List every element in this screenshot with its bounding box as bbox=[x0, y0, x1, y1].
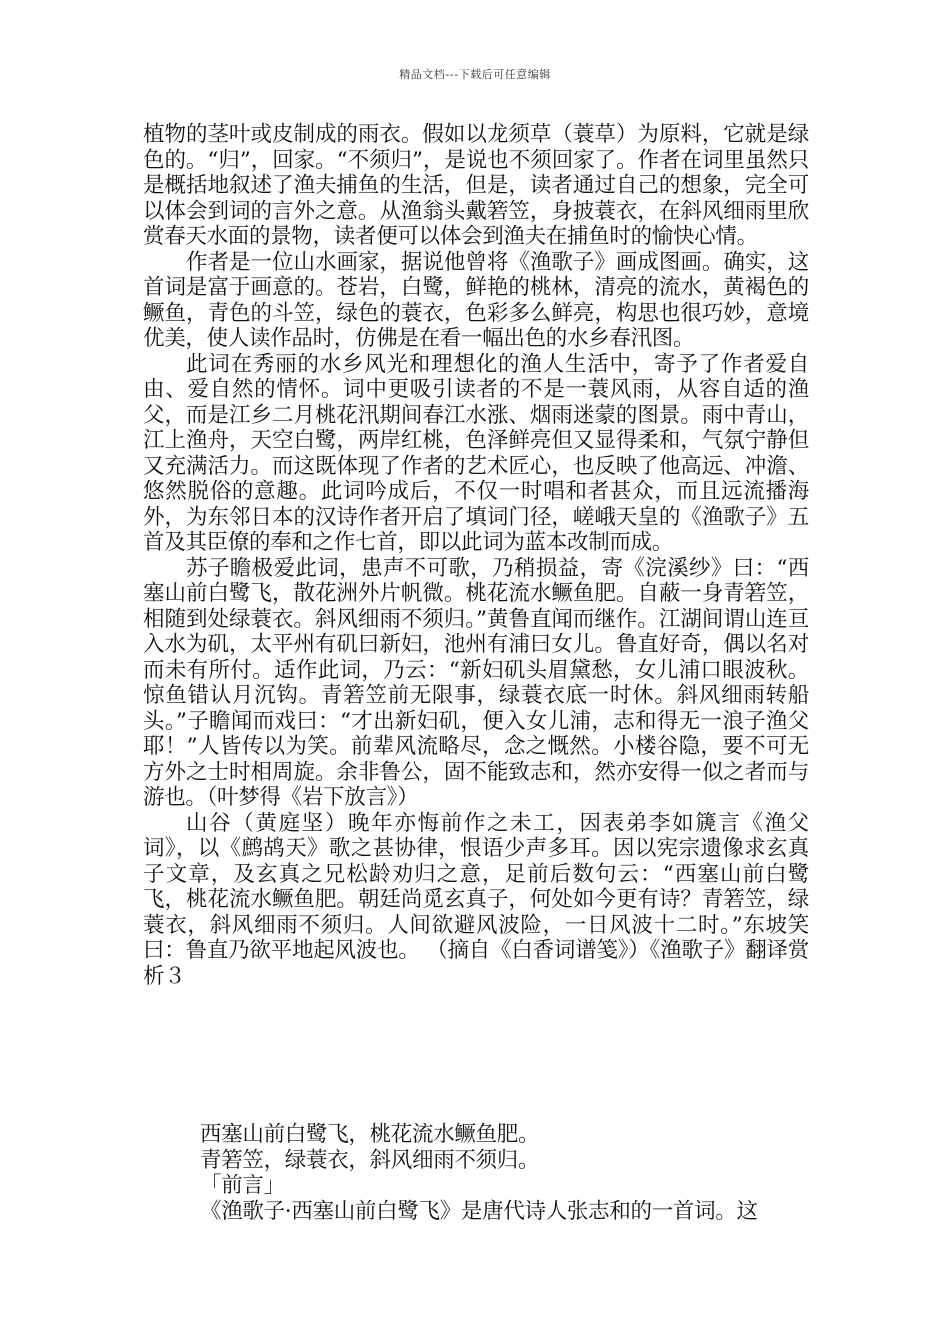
paragraph-raincoat-explanation: 植物的茎叶或皮制成的雨衣。假如以龙须草（蓑草）为原料，它就是绿色的。“归”，回家。“不须归”，是说也不须回家了。作者在词里虽然只是概括地叙述了渔夫捕鱼的生活，但是，读者通过自己的想象，完全可以体会到词的言外之意。从渔翁头戴箬笠，身披蓑衣，在斜风细雨里欣赏春天水面的景物，读者便可以体会到渔夫在捕鱼时的愉快心情。 bbox=[143, 122, 809, 249]
paragraph-su-shi-adaptation: 苏子瞻极爱此词，患声不可歌，乃稍损益，寄《浣溪纱》曰：“西塞山前白鹭飞，散花洲外片帆微。桃花流水鳜鱼肥。自蔽一身青箬笠，相随到处绿蓑衣。斜风细雨不须归。”黄鲁直闻而继作。江湖间谓山连亘入水为矶，太平州有矶曰新妇，池州有浦曰女儿。鲁直好奇，偶以名对而未有所付。适作此词，乃云：“新妇矶头眉黛愁，女儿浦口眼波秋。惊鱼错认月沉钩。青箬笠前无限事，绿蓑衣底一时休。斜风细雨转船头。”子瞻闻而戏曰：“才出新妇矶，便入女儿浦，志和得无一浪子渔父耶！”人皆传以为笑。前辈风流略尽，念之慨然。小楼谷隐，要不可无方外之士时相周旋。余非鲁公，固不能致志和，然亦安得一似之者而与游也。（叶梦得《岩下放言》） bbox=[143, 555, 809, 810]
poem-line-1: 西塞山前白鹭飞，桃花流水鳜鱼肥。 bbox=[200, 1122, 540, 1147]
page-header: 精品文档---下载后可任意编辑 bbox=[399, 68, 551, 81]
article-body bbox=[143, 122, 809, 989]
poem-section bbox=[200, 1122, 812, 1224]
poem-line-2: 青箬笠，绿蓑衣，斜风细雨不须归。 bbox=[200, 1147, 540, 1173]
paragraph-painterly-imagery: 作者是一位山水画家，据说他曾将《渔歌子》画成图画。确实，这首词是富于画意的。苍岩，白鹭，鲜艳的桃林，清亮的流水，黄褐色的鳜鱼，青色的斗笠，绿色的蓑衣，色彩多么鲜亮，构思也很巧妙，意境优美，使人读作品时，仿佛是在看一幅出色的水乡春汛图。 bbox=[143, 249, 809, 351]
preface-intro: 《渔歌子·西塞山前白鹭飞》是唐代诗人张志和的一首词。这 bbox=[200, 1198, 758, 1224]
paragraph-ideals-and-influence: 此词在秀丽的水乡风光和理想化的渔人生活中，寄予了作者爱自由、爱自然的情怀。词中更吸引读者的不是一蓑风雨，从容自适的渔父，而是江乡二月桃花汛期间春江水涨、烟雨迷蒙的图景。雨中青山，江上渔舟，天空白鹭，两岸红桃，色泽鲜亮但又显得柔和，气氛宁静但又充满活力。而这既体现了作者的艺术匠心，也反映了他高远、冲澹、悠然脱俗的意趣。此词吟成后，不仅一时唱和者甚众，而且远流播海外，为东邻日本的汉诗作者开启了填词门径，嵯峨天皇的《渔歌子》五首及其臣僚的奉和之作七首，即以此词为蓝本改制而成。 bbox=[143, 351, 809, 555]
paragraph-huang-tingjian: 山谷（黄庭坚）晚年亦悔前作之未工，因表弟李如篪言《渔父词》，以《鹧鸪天》歌之甚协律，恨语少声多耳。因以宪宗遗像求玄真子文章，及玄真之兄松龄劝归之意，足前后数句云：“西塞山前白鹭飞，桃花流水鳜鱼肥。朝廷尚觅玄真子，何处如今更有诗？青箬笠，绿蓑衣，斜风细雨不须归。人间欲避风波险，一日风波十二时。”东坡笑曰：鲁直乃欲平地起风波也。 （摘自《白香词谱笺》）《渔歌子》翻译赏析３ bbox=[143, 810, 809, 989]
section-title-preface: 「前言」 bbox=[200, 1173, 285, 1198]
